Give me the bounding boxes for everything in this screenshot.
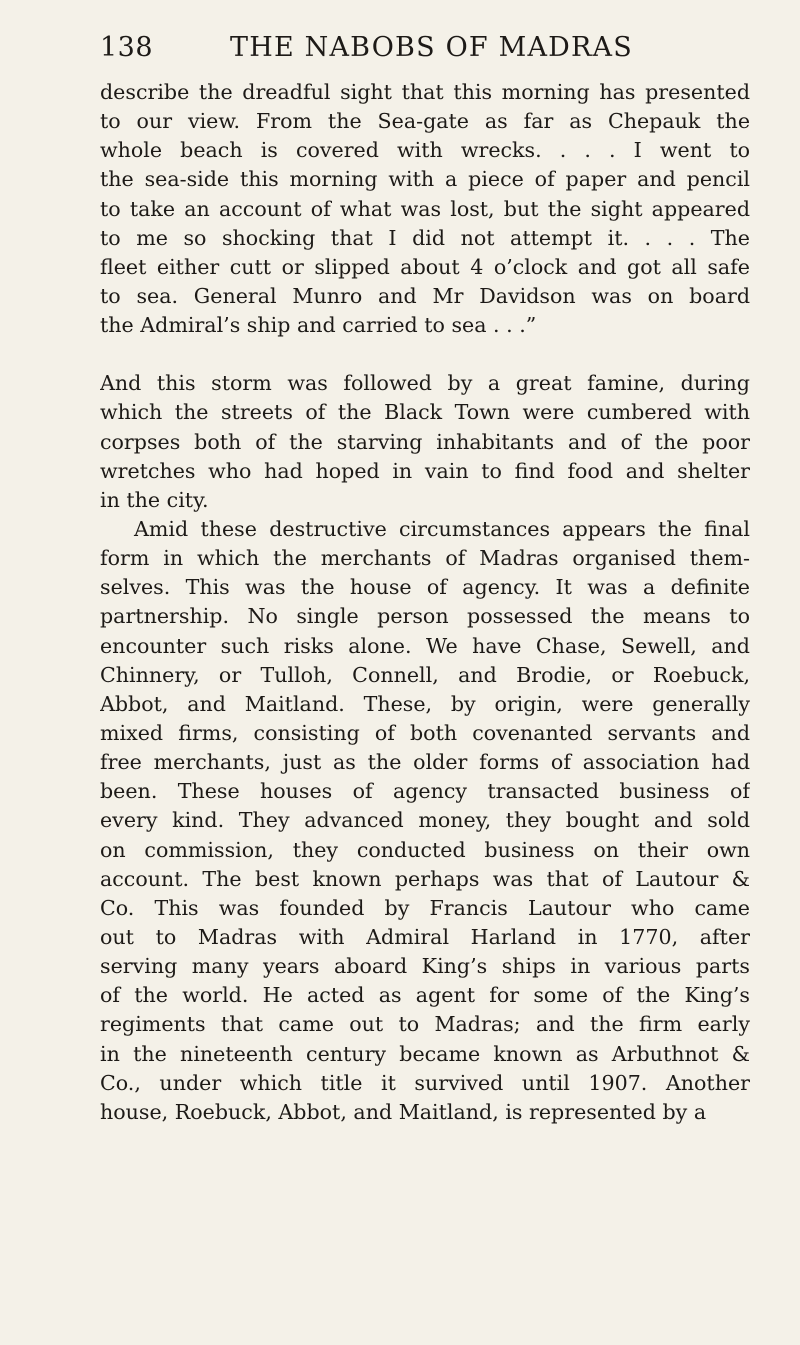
text-line: form in which the merchants of Madras organised them- [100, 546, 750, 571]
text-line: out to Madras with Admiral Harland in 1770, after [100, 924, 750, 949]
text-line: fleet either cutt or slipped about 4 o’clock and got all safe [100, 254, 750, 279]
text-line: to me so shocking that I did not attempt it. . . . The [100, 225, 750, 250]
text-line: been. These houses of agency transacted business of [100, 779, 750, 804]
text-line: to our view. From the Sea-gate as far as Chepauk the [100, 109, 750, 134]
paragraph [100, 78, 750, 340]
text-line: the Admiral’s ship and carried to sea . . .” [100, 313, 537, 338]
paragraph [100, 515, 750, 1127]
text-line: to take an account of what was lost, but the sight appeared [100, 196, 750, 221]
text-line: selves. This was the house of agency. It was a definite [100, 575, 750, 600]
text-line: corpses both of the starving inhabitants and of the poor [100, 429, 750, 454]
text-line: the sea-side this morning with a piece of paper and pencil [100, 167, 750, 192]
text-line: Co. This was founded by Francis Lautour who came [100, 895, 750, 920]
text-line: mixed firms, consisting of both covenanted servants and [100, 720, 750, 745]
text-line: in the nineteenth century became known as Arbuthnot & [100, 1041, 750, 1066]
text-line: in the city. [100, 487, 209, 512]
text-line: house, Roebuck, Abbot, and Maitland, is represented by a [100, 1099, 707, 1124]
text-line: Co., under which title it survived until 1907. Another [100, 1070, 750, 1095]
text-line: regiments that came out to Madras; and the firm early [100, 1012, 750, 1037]
text-line: to sea. General Munro and Mr Davidson was on board [100, 283, 750, 308]
text-line: serving many years aboard King’s ships in various parts [100, 954, 750, 979]
text-line: wretches who had hoped in vain to find food and shelter [100, 458, 750, 483]
paragraph [100, 369, 750, 515]
running-title: THE NABOBS OF MADRAS [230, 32, 633, 63]
text-line: Amid these destructive circumstances appears the final [134, 516, 750, 541]
text-line: which the streets of the Black Town were cumbered with [100, 400, 750, 425]
text-line: encounter such risks alone. We have Chase, Sewell, and [100, 633, 750, 658]
body-text [100, 78, 750, 1127]
text-line: free merchants, just as the older forms of association had [100, 750, 750, 775]
text-line: And this storm was followed by a great famine, during [100, 371, 750, 396]
text-line: every kind. They advanced money, they bought and sold [100, 808, 750, 833]
paragraph-gap [100, 340, 750, 369]
page-number: 138 [100, 32, 154, 63]
text-line: Chinnery, or Tulloh, Connell, and Brodie, or Roebuck, [100, 662, 750, 687]
text-line: whole beach is covered with wrecks. . . . I went to [100, 138, 750, 163]
running-head [100, 28, 750, 72]
text-line: on commission, they conducted business on their own [100, 837, 750, 862]
text-line: describe the dreadful sight that this morning has presented [100, 80, 750, 104]
text-line: of the world. He acted as agent for some of the King’s [100, 983, 750, 1008]
text-line: partnership. No single person possessed the means to [100, 604, 750, 629]
text-line: Abbot, and Maitland. These, by origin, were generally [100, 691, 750, 716]
text-line: account. The best known perhaps was that of Lautour & [100, 866, 750, 891]
